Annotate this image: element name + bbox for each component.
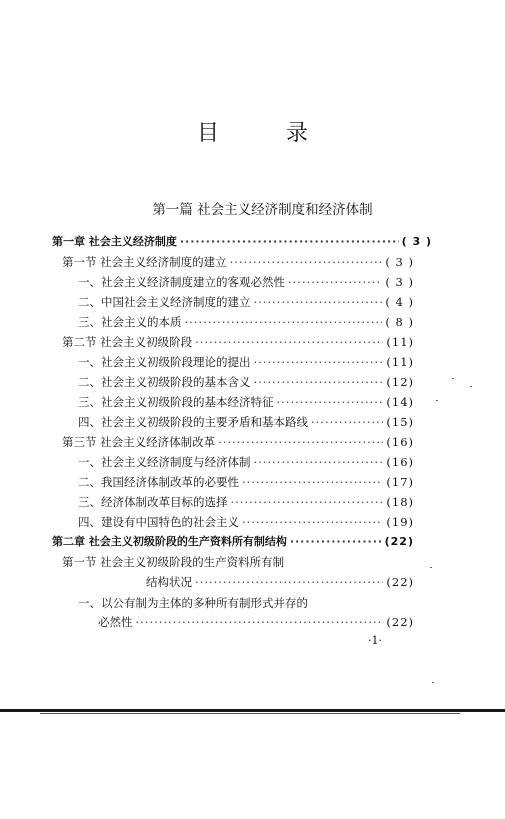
entry-page: (17) — [386, 475, 414, 489]
leader-dots — [254, 453, 384, 471]
entry-label: 一、社会主义经济制度与经济体制 — [78, 455, 251, 469]
toc-entry-item[interactable] — [78, 393, 414, 411]
leader-dots — [218, 433, 383, 451]
toc-entry-item[interactable] — [78, 413, 414, 431]
part-title: 第一篇 社会主义经济制度和经济体制 — [152, 202, 373, 218]
toc-entry-chapter-1[interactable] — [52, 233, 432, 251]
leader-dots — [311, 413, 383, 431]
leader-dots — [254, 373, 384, 391]
toc-entry-item[interactable] — [78, 473, 414, 491]
entry-label: 第三节 社会主义经济体制改革 — [62, 435, 216, 449]
toc-entry-item[interactable] — [78, 513, 414, 531]
leader-dots — [254, 293, 383, 311]
entry-page: (11) — [386, 335, 414, 349]
leader-dots — [136, 613, 384, 631]
leader-dots — [231, 493, 384, 511]
entry-label: 四、社会主义初级阶段的主要矛盾和基本路线 — [78, 415, 308, 429]
leader-dots — [277, 393, 384, 411]
toc-entry-section-line1[interactable]: 第一节 社会主义初级阶段的生产资料所有制 — [62, 555, 285, 569]
leader-dots — [185, 313, 383, 331]
scan-speck — [430, 567, 432, 568]
entry-label: 一、社会主义初级阶段理论的提出 — [78, 355, 251, 369]
toc-entry-item[interactable] — [78, 273, 414, 291]
leader-dots — [195, 573, 383, 591]
entry-page: (16) — [386, 455, 414, 469]
entry-label: 第一节 社会主义经济制度的建立 — [62, 255, 227, 269]
entry-label: 三、经济体制改革目标的选择 — [78, 495, 228, 509]
scan-speck — [436, 400, 438, 401]
entry-label: 结构状况 — [146, 575, 192, 589]
toc-entry-item[interactable] — [78, 453, 414, 471]
toc-entry-item[interactable] — [78, 353, 414, 371]
scan-speck — [432, 682, 434, 683]
entry-page: (22) — [386, 575, 414, 589]
entry-label: 三、社会主义初级阶段的基本经济特征 — [78, 395, 274, 409]
toc-entry-item-line2[interactable] — [98, 613, 414, 631]
toc-entry-section-line2[interactable] — [146, 573, 414, 591]
entry-page: (12) — [386, 375, 414, 389]
entry-label: 二、社会主义初级阶段的基本含义 — [78, 375, 251, 389]
entry-page: (22) — [384, 535, 414, 548]
entry-label: 四、建设有中国特色的社会主义 — [78, 515, 239, 529]
toc-entry-section[interactable] — [62, 253, 414, 271]
entry-page: ( 4 ) — [385, 295, 414, 309]
scan-speck — [470, 386, 472, 387]
entry-page: ( 8 ) — [385, 315, 414, 329]
entry-page: (19) — [386, 515, 414, 529]
leader-dots — [242, 473, 383, 491]
entry-label: 第二章 社会主义初级阶段的生产资料所有制结构 — [52, 535, 287, 548]
scan-edge-rule-thin — [40, 713, 460, 714]
scan-edge-rule — [0, 709, 505, 712]
leader-dots — [254, 353, 384, 371]
toc-entry-chapter-2[interactable] — [52, 533, 414, 551]
entry-page: (22) — [386, 615, 414, 629]
leader-dots — [290, 533, 382, 551]
entry-page: (16) — [386, 435, 414, 449]
entry-page: (11) — [386, 355, 414, 369]
entry-page: (18) — [386, 495, 414, 509]
leader-dots — [195, 333, 383, 351]
toc-entry-item[interactable] — [78, 313, 414, 331]
toc-entry-item[interactable] — [78, 373, 414, 391]
toc-entry-item-line1[interactable]: 一、以公有制为主体的多种所有制形式并存的 — [78, 596, 308, 610]
leader-dots — [180, 233, 399, 251]
entry-page: (14) — [386, 395, 414, 409]
entry-label: 第二节 社会主义初级阶段 — [62, 335, 193, 349]
entry-label: 三、社会主义的本质 — [78, 315, 182, 329]
scan-speck — [452, 378, 454, 379]
toc-entry-section[interactable] — [62, 433, 414, 451]
entry-label: 二、我国经济体制改革的必要性 — [78, 475, 239, 489]
entry-page: ( 3 ) — [401, 235, 432, 248]
entry-label: 必然性 — [98, 615, 133, 629]
leader-dots — [242, 513, 383, 531]
entry-page: ( 3 ) — [385, 255, 414, 269]
leader-dots — [288, 273, 382, 291]
entry-page: ( 3 ) — [385, 275, 414, 289]
entry-label: 第一章 社会主义经济制度 — [52, 235, 177, 248]
toc-title: 目 录 — [197, 121, 338, 146]
leader-dots — [230, 253, 383, 271]
entry-page: (15) — [386, 415, 414, 429]
toc-entry-section[interactable] — [62, 333, 414, 351]
entry-label: 二、中国社会主义经济制度的建立 — [78, 295, 251, 309]
entry-label: 一、社会主义经济制度建立的客观必然性 — [78, 275, 285, 289]
toc-entry-item[interactable] — [78, 493, 414, 511]
page-number: ·1· — [368, 634, 382, 647]
toc-entry-item[interactable] — [78, 293, 414, 311]
